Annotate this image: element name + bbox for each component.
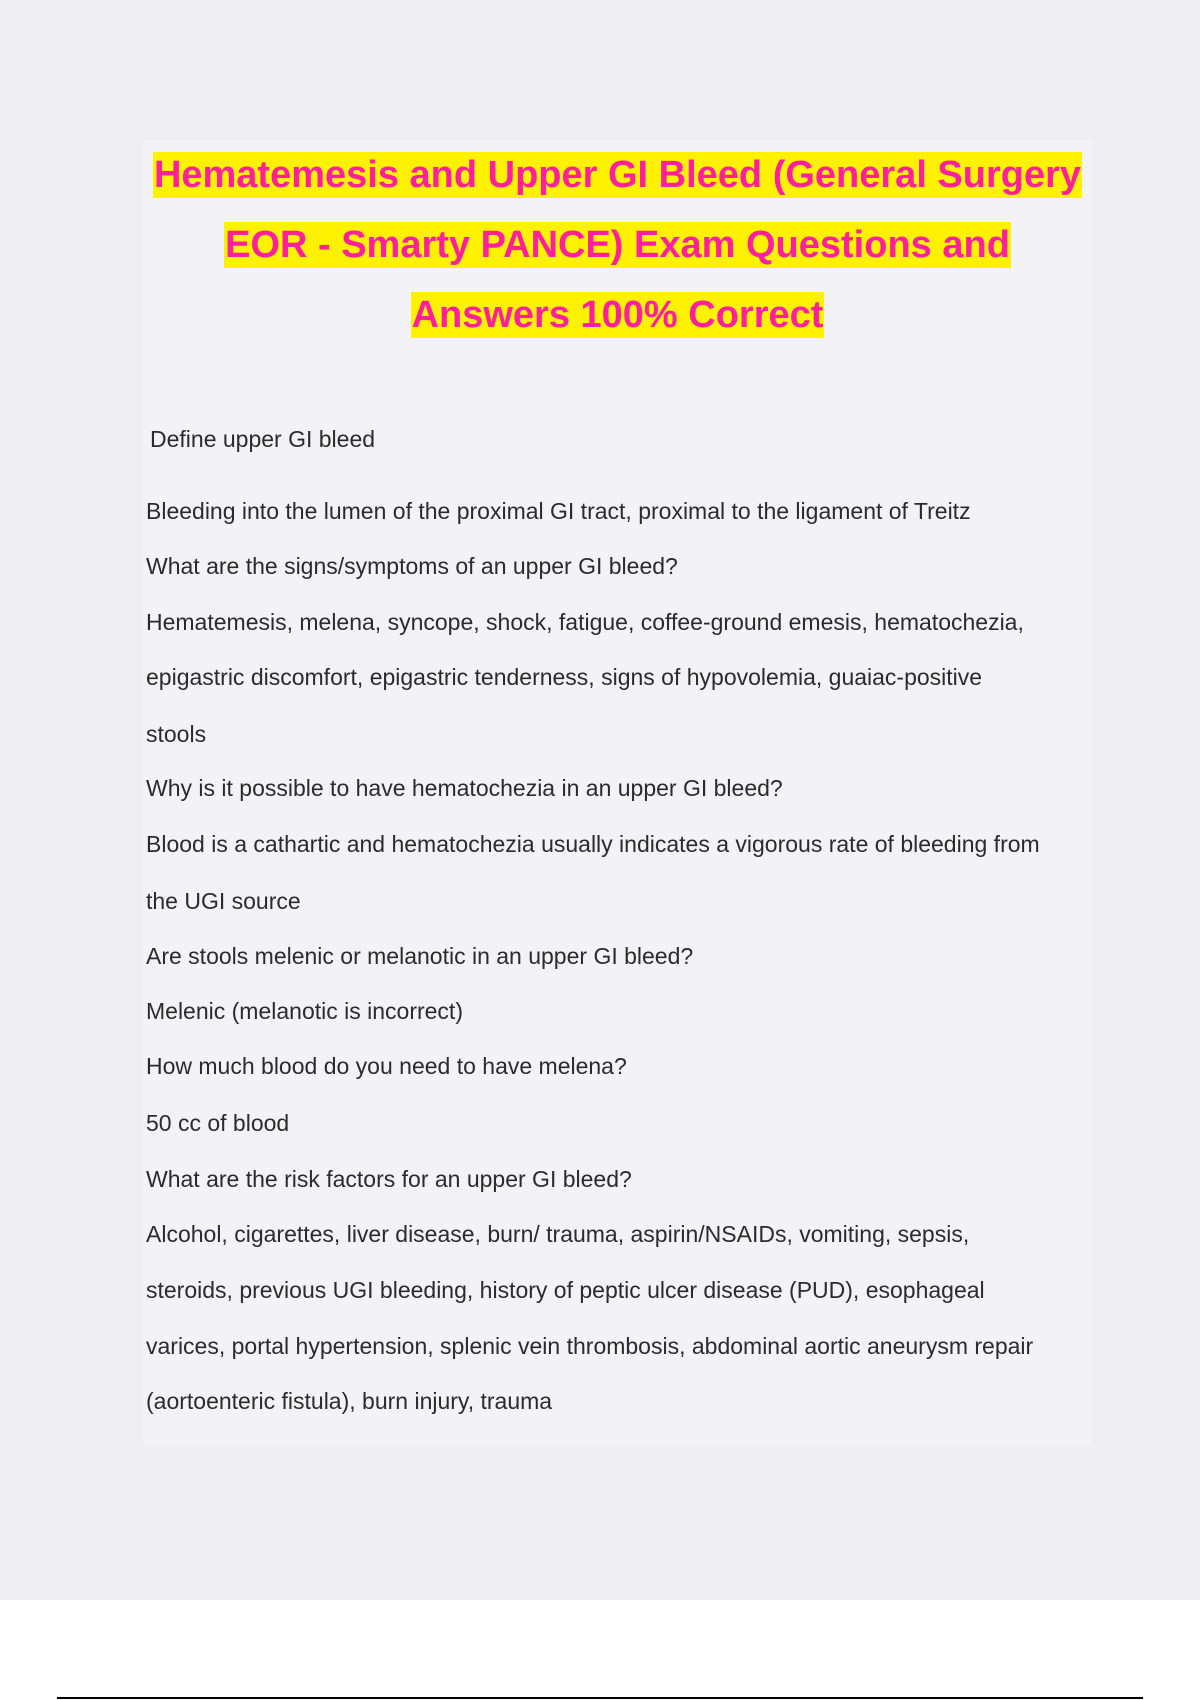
- answer-signs-symptoms-line-1: Hematemesis, melena, syncope, shock, fatigue, coffee-ground emesis, hematochezia,: [146, 609, 1024, 635]
- document-title: [143, 140, 1092, 350]
- title-line-2: EOR - Smarty PANCE) Exam Questions and: [225, 224, 1010, 266]
- answer-hematochezia-line-1: Blood is a cathartic and hematochezia usually indicates a vigorous rate of bleeding from: [146, 831, 1040, 857]
- answer-risk-factors-line-3: varices, portal hypertension, splenic vein thrombosis, abdominal aortic aneurysm repair: [146, 1333, 1034, 1359]
- answer-melenic: Melenic (melanotic is incorrect): [146, 998, 463, 1024]
- title-line-3: Answers 100% Correct: [411, 294, 824, 336]
- question-hematochezia: Why is it possible to have hematochezia in an upper GI bleed?: [146, 775, 783, 801]
- question-define-ugib: Define upper GI bleed: [150, 426, 376, 452]
- answer-risk-factors-line-4: (aortoenteric fistula), burn injury, trauma: [146, 1388, 553, 1414]
- question-melenic: Are stools melenic or melanotic in an upper GI bleed?: [146, 943, 694, 969]
- answer-signs-symptoms-line-3: stools: [146, 721, 207, 747]
- answer-hematochezia-line-2: the UGI source: [146, 888, 301, 914]
- answer-risk-factors-line-2: steroids, previous UGI bleeding, history of peptic ulcer disease (PUD), esophageal: [146, 1277, 985, 1303]
- answer-signs-symptoms-line-2: epigastric discomfort, epigastric tenderness, signs of hypovolemia, guaiac-positive: [146, 664, 983, 690]
- question-melena-volume: How much blood do you need to have melena?: [146, 1053, 627, 1079]
- question-risk-factors: What are the risk factors for an upper GI bleed?: [146, 1166, 632, 1192]
- answer-risk-factors-line-1: Alcohol, cigarettes, liver disease, burn/ trauma, aspirin/NSAIDs, vomiting, sepsis,: [146, 1221, 970, 1247]
- footer-divider: [57, 1697, 1143, 1699]
- answer-melena-volume: 50 cc of blood: [146, 1110, 290, 1136]
- title-line-1: Hematemesis and Upper GI Bleed (General Surgery: [153, 154, 1082, 196]
- question-signs-symptoms: What are the signs/symptoms of an upper GI bleed?: [146, 553, 678, 579]
- answer-define-ugib: Bleeding into the lumen of the proximal GI tract, proximal to the ligament of Treitz: [146, 498, 971, 524]
